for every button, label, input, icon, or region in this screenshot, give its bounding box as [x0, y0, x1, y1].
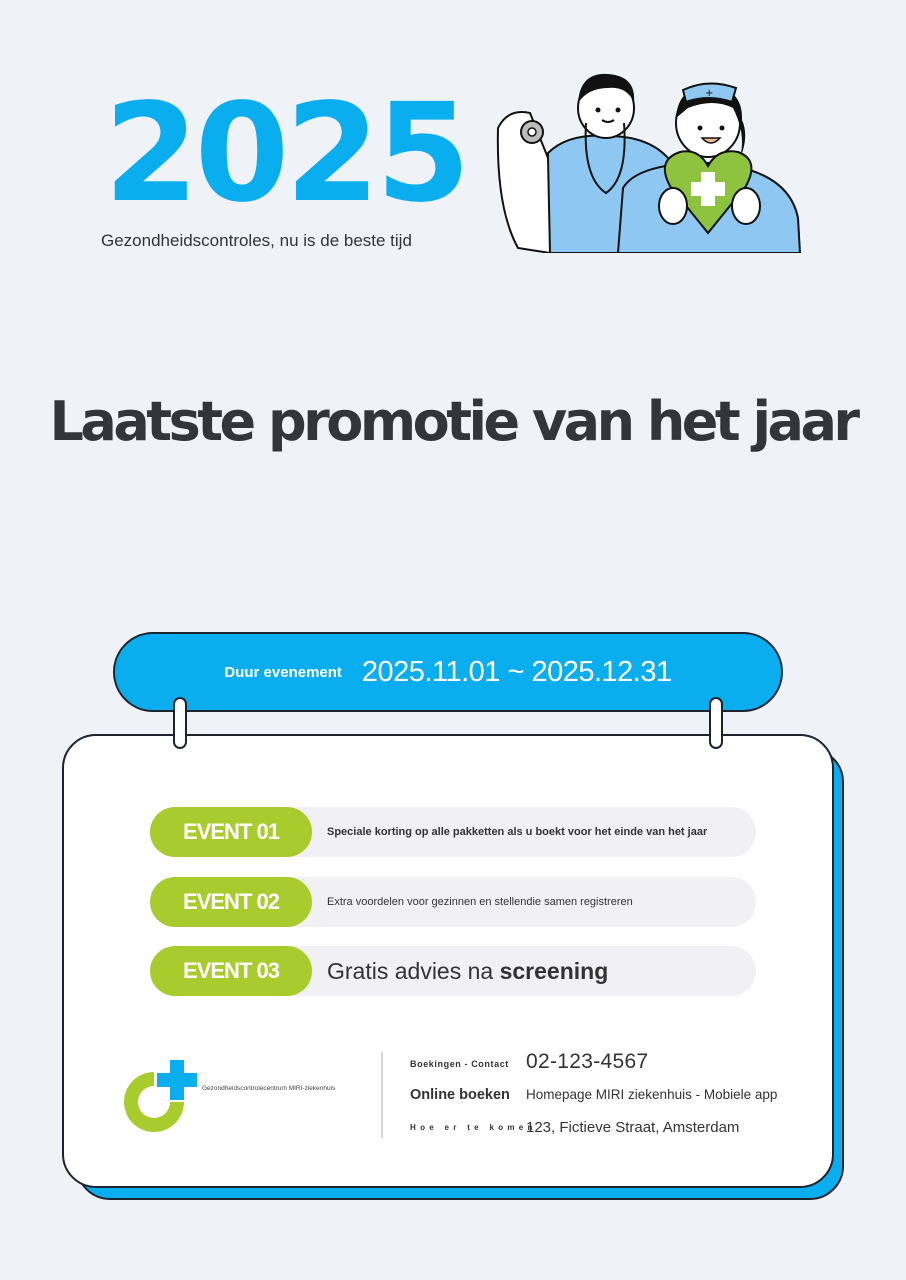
event-badge: EVENT 03 — [150, 946, 312, 996]
event-description: Extra voordelen voor gezinnen en stellendie samen registreren — [327, 896, 633, 908]
event-item — [150, 807, 756, 857]
year-heading: 2025 — [104, 75, 467, 233]
event-item — [150, 946, 756, 996]
event-description-bold: screening — [499, 957, 609, 984]
online-booking-value: Homepage MIRI ziekenhuis - Mobiele app — [526, 1087, 778, 1102]
online-booking-row — [410, 1087, 778, 1103]
binder-ring-left — [173, 697, 187, 749]
duration-label: Duur evenement — [224, 663, 342, 681]
page-title: Laatste promotie van het jaar — [49, 390, 857, 453]
address-value: 123, Fictieve Straat, Amsterdam — [526, 1119, 740, 1136]
contact-label: Boekingen - Contact — [410, 1059, 509, 1069]
event-duration-banner — [113, 632, 783, 712]
contact-row — [410, 1050, 649, 1073]
event-description: Speciale korting op alle pakketten als u boekt voor het einde van het jaar — [327, 826, 708, 838]
event-item — [150, 877, 756, 927]
svg-text:+: + — [705, 88, 714, 99]
doctor-nurse-illustration — [488, 68, 808, 253]
event-description-regular: Gratis advies na — [327, 957, 500, 984]
event-badge: EVENT 02 — [150, 877, 312, 927]
event-description — [327, 958, 608, 985]
address-label: Hoe er te komen — [410, 1123, 537, 1132]
event-badge: EVENT 01 — [150, 807, 312, 857]
phone-number[interactable]: 02-123-4567 — [526, 1050, 649, 1073]
duration-dates: 2025.11.01 ~ 2025.12.31 — [361, 655, 672, 688]
footer-divider — [381, 1052, 383, 1138]
binder-ring-right — [709, 697, 723, 749]
organization-name: Gezondheidscontrolecentrum MIRI-ziekenhuis — [202, 1085, 336, 1092]
tagline: Gezondheidscontroles, nu is de beste tijd — [101, 231, 412, 250]
hospital-logo-icon — [124, 1058, 198, 1132]
online-booking-label: Online boeken — [410, 1087, 510, 1103]
address-row — [410, 1119, 740, 1136]
